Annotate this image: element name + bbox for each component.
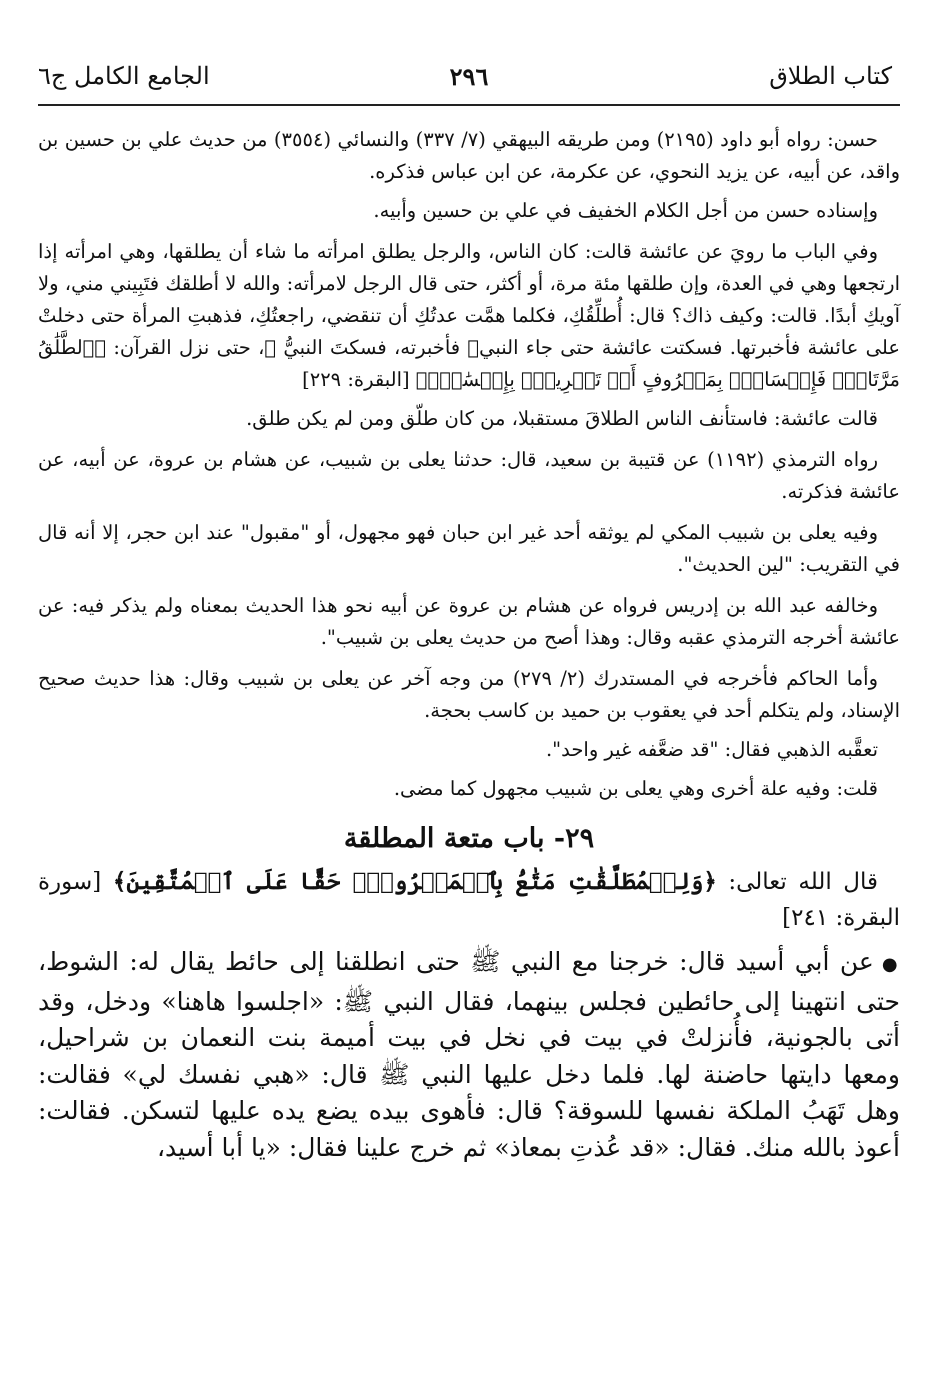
running-header — [38, 40, 900, 106]
note-paragraph: حسن: رواه أبو داود (٢١٩٥) ومن طريقه البيهقي (٧/ ٣٣٧) والنسائي (٣٥٥٤) من حديث علي بن حسين بن واقد، عن أبيه، عن يزيد النحوي، عن عكرمة، عن ابن عباس فذكره. — [38, 128, 900, 183]
book-title: كتاب الطلاق — [769, 62, 892, 90]
note-paragraph: وفيه يعلى بن شبيب المكي لم يوثقه أحد غير ابن حبان فهو مجهول، أو "مقبول" عند ابن حجر، إلا أنه قال في التقريب: "لين الحديث". — [38, 521, 900, 576]
hadith-text: عن أبي أسيد قال: خرجنا مع النبي ﷺ حتى انطلقنا إلى حائط يقال له: الشوط، حتى انتهينا إلى حائطين فجلس بينهما، فقال النبي ﷺ: «اجلسوا هاهنا» ودخل، وقد أتى بالجونية، فأُنزلتْ في بيت في نخل في بيت أميمة بنت النعمان بن شراحيل، ومعها دايتها حاضنة لها. فلما دخل عليها النبي ﷺ قال: «هبي نفسك لي» فقالت: وهل تَهَبُ الملكة نفسها للسوقة؟ قال: فأهوى بيده يضع يده عليها لتسكن. فقالت: أعوذ بالله منك. فقال: «قد عُذتِ بمعاذ» ثم خرج علينا فقال: «يا أبا أسيد، — [38, 947, 900, 1162]
intro-prefix: قال الله تعالى: — [716, 869, 878, 895]
note-paragraph: تعقَّبه الذهبي فقال: "قد ضعَّفه غير واحد". — [545, 738, 878, 761]
note-paragraph: رواه الترمذي (١١٩٢) عن قتيبة بن سعيد، قال: حدثنا يعلى بن شبيب، عن هشام بن عروة، عن أبيه، عن عائشة فذكرته. — [38, 448, 900, 503]
page-content — [38, 106, 900, 1166]
note-paragraph: وإسناده حسن من أجل الكلام الخفيف في علي بن حسين وأبيه. — [373, 199, 878, 222]
section-intro — [38, 864, 900, 936]
note-paragraph: وخالفه عبد الله بن إدريس فرواه عن هشام بن عروة عن أبيه نحو هذا الحديث بمعناه ولم يذكر فيه: عن عائشة أخرجه الترمذي عقبه وقال: وهذا أصح من حديث يعلى بن شبيب". — [38, 594, 900, 649]
section-heading: ٢٩- باب متعة المطلقة — [343, 823, 595, 854]
note-paragraph: وفي الباب ما رويَ عن عائشة قالت: كان الناس، والرجل يطلق امرأته ما شاء أن يطلقها، وهي امرأته إذا ارتجعها وهي في العدة، وإن طلقها مئة مرة، أو أكثر، حتى قال الرجل لامرأته: والله لا أطلقك فتَبِيني مني، ولا آويكِ أبدًا. قالت: وكيف ذاك؟ قال: أُطلِّقُكِ، فكلما همَّت عدتُكِ أن تنقضي، راجعتُكِ، فذهبتِ المرأة حتى دخلتْ على عائشة فأخبرتها. فسكتت عائشة حتى جاء النبيﷺ فأخبرته، فسكتَ النبيُّ ﷺ، حتى نزل القرآن: ﴿ٱلطَّلَٰقُ مَرَّتَانِۖ فَإِمۡسَاكُۢ بِمَعۡرُوفٍ أَوۡ تَسۡرِيحُۢ بِإِحۡسَٰنٖۗ﴾ [البقرة: ٢٢٩] — [38, 240, 900, 391]
volume-title: الجامع الكامل ج٦ — [38, 62, 210, 90]
note-paragraph: قالت عائشة: فاستأنف الناس الطلاقَ مستقبلا، من كان طلّق ومن لم يكن طلق. — [246, 407, 878, 430]
page-number: ٢٩٦ — [449, 62, 489, 91]
intro-suffix: [سورة البقرة: ٢٤١] — [38, 869, 900, 931]
bullet-icon: ● — [881, 954, 900, 975]
book-page — [38, 40, 900, 1373]
note-paragraph: وأما الحاكم فأخرجه في المستدرك (٢/ ٢٧٩) من وجه آخر عن يعلى بن شبيب وقال: هذا حديث صحيح الإسناد، ولم يتكلم أحد في يعقوب بن حميد بن كاسب بحجة. — [38, 667, 900, 722]
hadith-paragraph — [38, 944, 900, 1166]
note-paragraph: قلت: وفيه علة أخرى وهي يعلى بن شبيب مجهول كما مضى. — [393, 777, 878, 800]
quran-verse: ﴿وَلِلۡمُطَلَّقَٰتِ مَتَٰعُۢ بِٱلۡمَعۡرُوفِۖ حَقًّا عَلَى ٱلۡمُتَّقِينَ﴾ — [112, 868, 717, 895]
